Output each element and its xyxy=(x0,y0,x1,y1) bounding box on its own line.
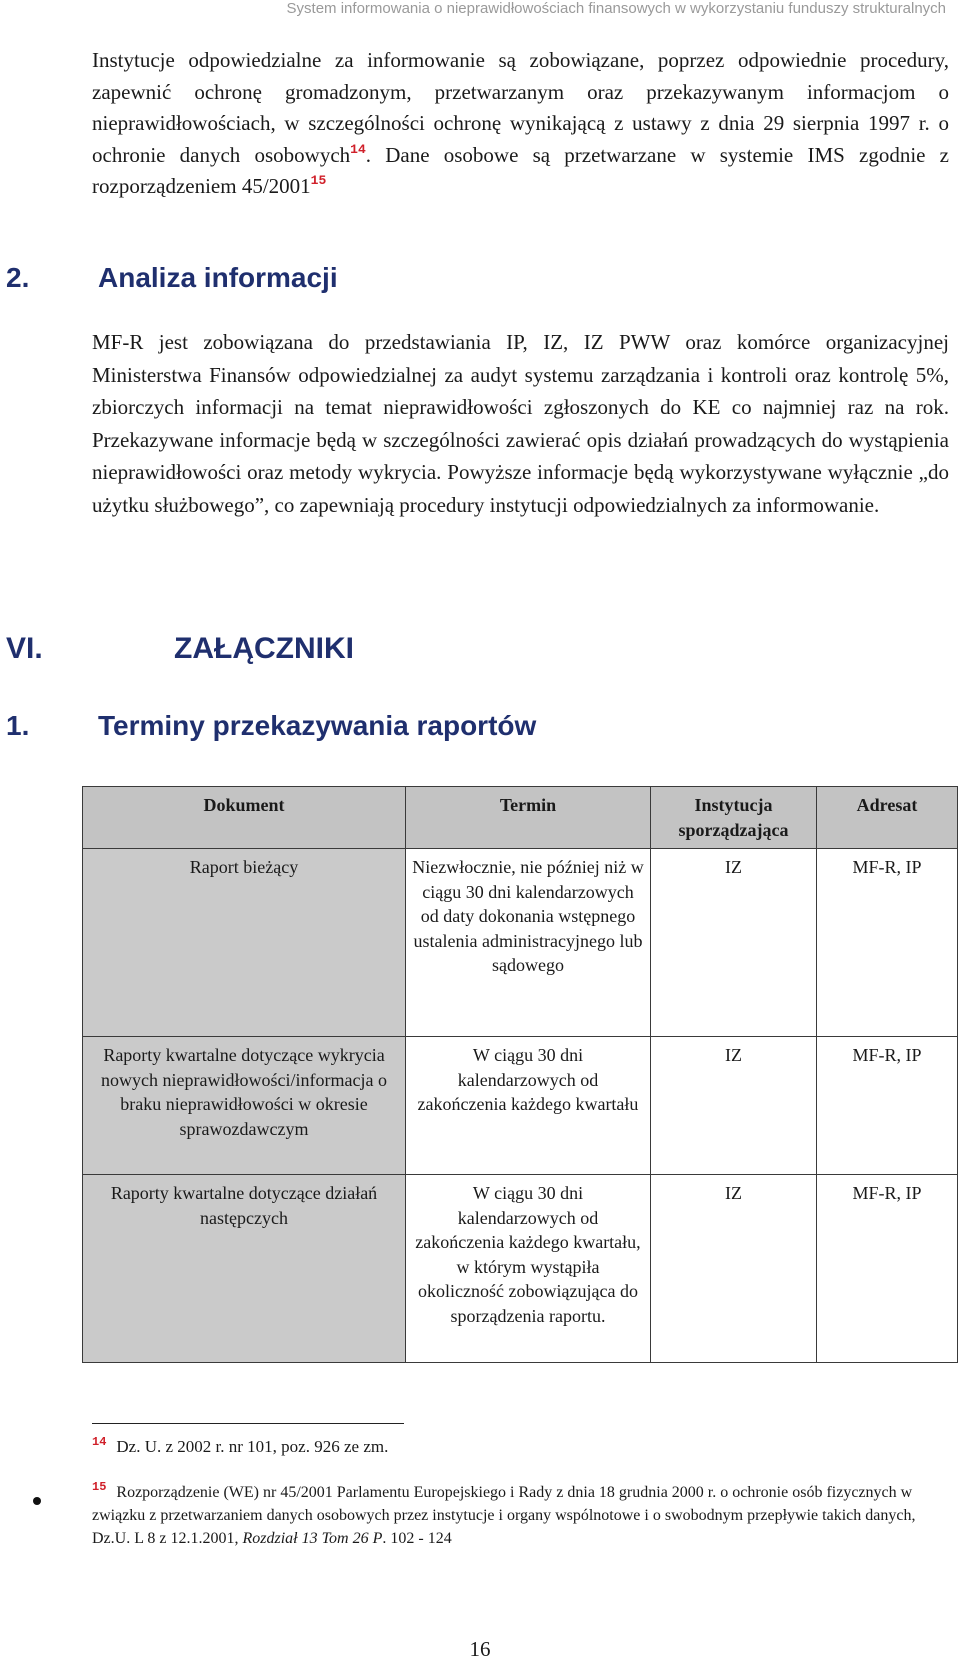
section-number: 1. xyxy=(6,710,30,741)
footnote-ref-15[interactable]: 15 xyxy=(310,173,327,188)
section-heading-analysis xyxy=(6,262,338,294)
footnote-text-tail: . 102 - 124 xyxy=(382,1530,452,1547)
table-row xyxy=(83,1037,958,1175)
footnote-separator xyxy=(92,1423,404,1424)
header-document: Dokument xyxy=(83,787,406,849)
cell-document: Raport bieżący xyxy=(83,849,406,1037)
table-row xyxy=(83,849,958,1037)
cell-document: Raporty kwartalne dotyczące wykrycia nowych nieprawidłowości/informacja o braku nieprawidłowości w okresie sprawozdawczym xyxy=(83,1037,406,1175)
chapter-title: ZAŁĄCZNIKI xyxy=(174,632,354,665)
running-header: System informowania o nieprawidłowościach finansowych w wykorzystaniu funduszy strukturalnych xyxy=(286,0,946,17)
table-header-row xyxy=(83,787,958,849)
cell-deadline: Niezwłocznie, nie później niż w ciągu 30 dni kalendarzowych od daty dokonania wstępnego ustalenia administracyjnego lub sądowego xyxy=(406,849,651,1037)
reporting-deadlines-table xyxy=(82,786,958,1363)
cell-deadline: W ciągu 30 dni kalendarzowych od zakończenia każdego kwartału, w którym wystąpiła okoliczność zobowiązująca do sporządzenia raportu. xyxy=(406,1175,651,1363)
cell-recipient: MF-R, IP xyxy=(817,849,958,1037)
footnote-text: Rozporządzenie (WE) nr 45/2001 Parlamentu Europejskiego i Rady z dnia 18 grudnia 2000 r. o ochronie osób fizycznych w związku z przetwarzaniem danych osobowych przez instytucje i organy wspólnotowe i o swobodnym przepływie takich danych, Dz.U. L 8 z 12.1.2001, xyxy=(92,1484,916,1547)
cell-deadline: W ciągu 30 dni kalendarzowych od zakończenia każdego kwartału xyxy=(406,1037,651,1175)
header-recipient: Adresat xyxy=(817,787,958,849)
footnote-text: Dz. U. z 2002 r. nr 101, poz. 926 ze zm. xyxy=(116,1437,389,1456)
section-title: Analiza informacji xyxy=(98,262,338,293)
chapter-number: VI. xyxy=(6,632,43,665)
section-number: 2. xyxy=(6,262,30,293)
footnote-15 xyxy=(92,1481,952,1550)
header-deadline: Termin xyxy=(406,787,651,849)
page-number: 16 xyxy=(469,1637,491,1661)
header-institution: Instytucja sporządzająca xyxy=(651,787,817,849)
footnote-number: 14 xyxy=(92,1435,107,1449)
intro-text-2: . Dane osobowe są przetwarzane w systemie IMS zgodnie z rozporządzeniem 45/2001 xyxy=(92,142,949,198)
footnote-number: 15 xyxy=(92,1480,107,1494)
section-title: Terminy przekazywania raportów xyxy=(98,710,537,741)
cell-recipient: MF-R, IP xyxy=(817,1175,958,1363)
bullet-icon xyxy=(33,1497,41,1505)
cell-institution: IZ xyxy=(651,1175,817,1363)
cell-recipient: MF-R, IP xyxy=(817,1037,958,1175)
chapter-heading xyxy=(6,632,354,666)
table-row xyxy=(83,1175,958,1363)
footnote-14 xyxy=(92,1435,952,1459)
footnote-ref-14[interactable]: 14 xyxy=(350,141,366,157)
cell-document: Raporty kwartalne dotyczące działań następczych xyxy=(83,1175,406,1363)
analysis-paragraph: MF-R jest zobowiązana do przedstawiania IP, IZ, IZ PWW oraz komórce organizacyjnej Ministerstwa Finansów odpowiedzialnej za audyt systemu zarządzania i kontroli oraz kontrolę 5%, zbiorczych informacji na temat nieprawidłowości zgłoszonych do KE co najmniej raz na rok. Przekazywane informacje będą w szczególności zawierać opis działań prowadzących do wystąpienia nieprawidłowości oraz metody wykrycia. Powyższe informacje będą wykorzystywane wyłącznie „do użytku służbowego”, co zapewniają procedury instytucji odpowiedzialnych za informowanie. xyxy=(92,330,949,517)
intro-text-1: Instytucje odpowiedzialne za informowanie są zobowiązane, poprzez odpowiednie procedury, zapewnić ochronę gromadzonym, przetwarzanym oraz przekazywanym informacjom o nieprawidłowościach, w szczególności ochronę wynikającą z ustawy z dnia 29 sierpnia 1997 r. o ochronie danych osobowych xyxy=(92,48,949,167)
cell-institution: IZ xyxy=(651,849,817,1037)
footnote-italic-text: Rozdział 13 Tom 26 P xyxy=(242,1530,383,1547)
section-heading-deadlines xyxy=(6,710,536,742)
cell-institution: IZ xyxy=(651,1037,817,1175)
intro-paragraph xyxy=(92,45,949,203)
